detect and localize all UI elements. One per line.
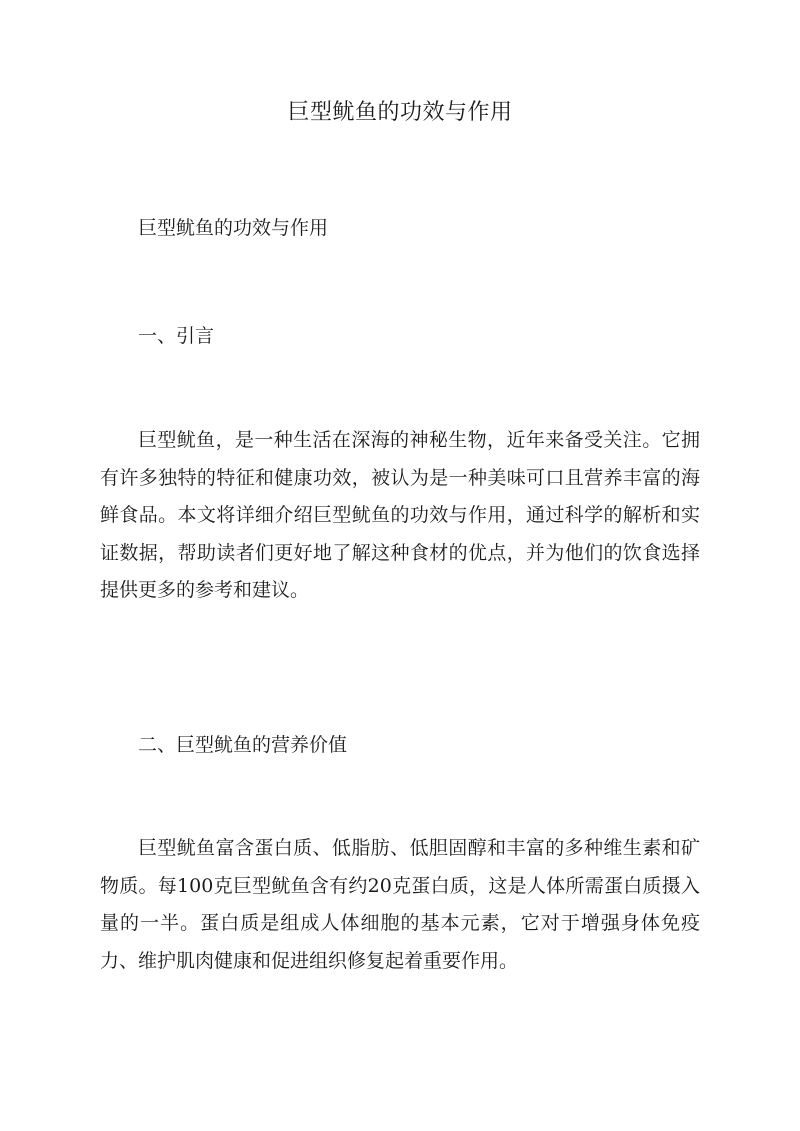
section-heading-nutrition: 二、巨型鱿鱼的营养价值 xyxy=(138,734,348,756)
document-title: 巨型鱿鱼的功效与作用 xyxy=(287,100,513,125)
document-subtitle: 巨型鱿鱼的功效与作用 xyxy=(138,217,329,239)
section-paragraph-nutrition: 巨型鱿鱼富含蛋白质、低脂肪、低胆固醇和丰富的多种维生素和矿物质。每100克巨型鱿鱼含有约20克蛋白质，这是人体所需蛋白质摄入量的一半。蛋白质是组成人体细胞的基本元素，它对于增强身体免疫力、维护肌肉健康和促进组织修复起着重要作用。 xyxy=(100,837,700,972)
section-paragraph-introduction: 巨型鱿鱼，是一种生活在深海的神秘生物，近年来备受关注。它拥有许多独特的特征和健康功效，被认为是一种美味可口且营养丰富的海鲜食品。本文将详细介绍巨型鱿鱼的功效与作用，通过科学的解析和实证数据，帮助读者们更好地了解这种食材的优点，并为他们的饮食选择提供更多的参考和建议。 xyxy=(100,429,700,601)
section-heading-introduction: 一、引言 xyxy=(138,325,215,347)
